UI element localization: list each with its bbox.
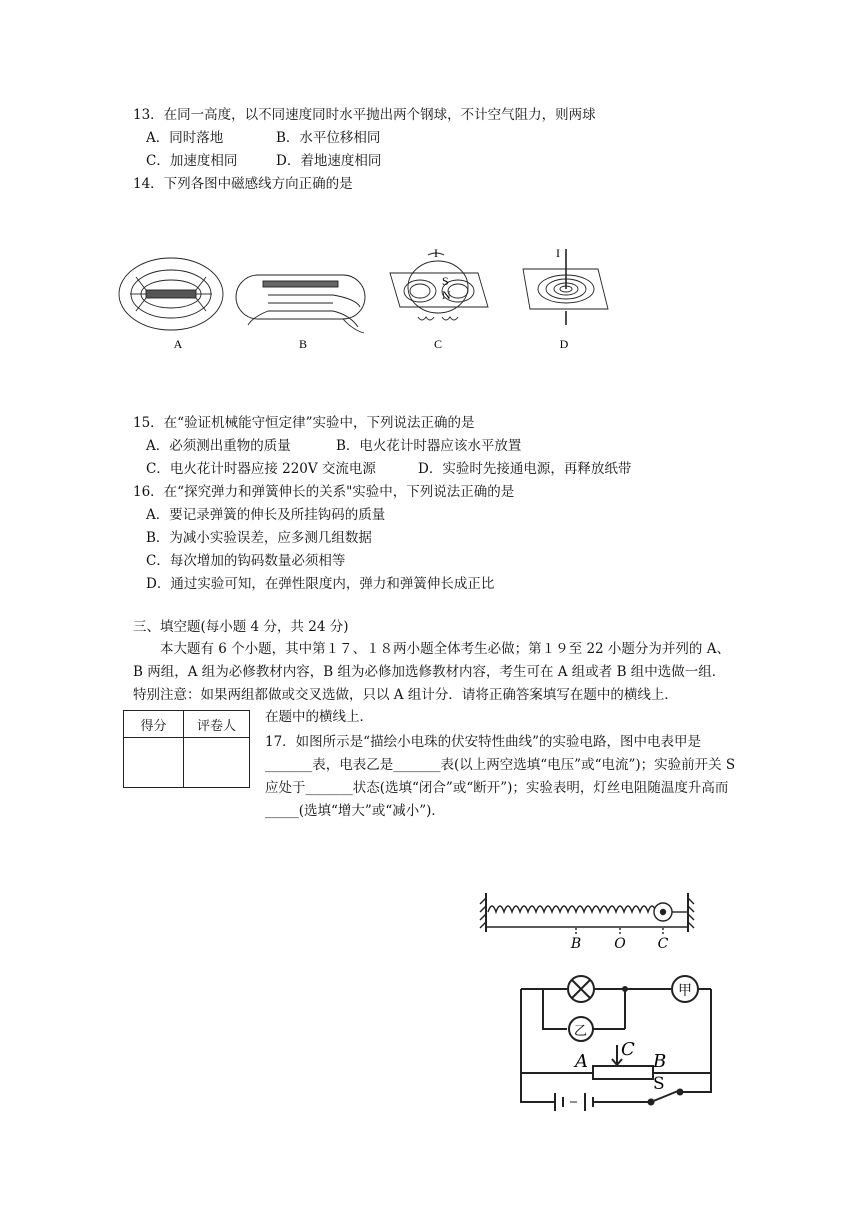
figure-d-label: D [559,337,569,351]
score-header: 得分 [124,711,184,738]
figure-b-label: B [298,337,308,351]
rheostat-b-label: B [653,1051,667,1072]
section3-title: 三、填空题(每小题 4 分，共 24 分) [133,619,349,635]
switch-s-label: S [653,1074,665,1094]
figure-c-current-loop [390,253,488,320]
q15-option-d: D．实验时先接通电源，再释放纸带 [418,461,632,477]
figure-c-n-mark: N [442,288,451,302]
q17-text: 17．如图所示是“描绘小电珠的伏安特性曲线”的实验电路，图中电表甲是_______表，电表乙是_______表(以上两空选填“电压”或“电流”)；实验前开关 S 应处于_______状态(选填“闭合”或“断开”)；实验表明，灯丝电阻随温度升高而_____(选填“增大”或“减小”)． [265,734,736,819]
q16-option-d: D．通过实验可知，在弹性限度内，弹力和弹簧伸长成正比 [146,576,495,592]
q15-stem: 15．在“验证机械能守恒定律”实验中，下列说法正确的是 [133,415,475,431]
q15-option-a: A．必须测出重物的质量 [146,438,291,454]
q13-stem: 13．在同一高度，以不同速度同时水平抛出两个钢球，不计空气阻力，则两球 [133,107,596,123]
figure-d-straight-wire [523,249,608,325]
spring-label-c: C [657,936,669,952]
magnetic-field-figures [128,245,618,355]
q13-option-b: B．水平位移相同 [276,130,381,146]
score-table [123,710,250,788]
spring-label-b: B [570,936,582,952]
spring-oscillator-figure [480,888,695,952]
figure-d-current-mark: I [556,246,560,260]
section3-intro-end: 在题中的横线上． [265,709,373,725]
figure-a-bar-magnet [119,258,223,330]
circuit-diagram [515,975,715,1110]
rheostat-a-label: A [575,1051,588,1072]
rheostat-c-label: C [621,1039,635,1060]
q13-option-d: D．着地速度相同 [276,153,382,169]
q16-option-c: C．每次增加的钩码数量必须相等 [146,553,346,569]
figure-c-s-mark: S [442,274,449,288]
q13-option-a: A．同时落地 [146,130,224,146]
figure-a-label: A [173,337,183,351]
section3-intro: 本大题有 6 个小题，其中第１７、１８两小题全体考生必做；第１９至 22 小题分为并列的 A、B 两组，A 组为必修教材内容，B 组为必修加选修教材内容，考生可在 A 组或者 B 组中选做一组．特别注意：如果两组都做或交叉选做，只以 A 组计分．请将正确答案填写在题中的横线上． [133,641,730,703]
meter-jia-label: 甲 [678,983,692,999]
grader-header: 评卷人 [184,711,250,738]
spring-label-o: O [614,936,626,952]
meter-yi-label: 乙 [574,1024,588,1039]
figure-c-current-mark: I [434,246,438,260]
q15-option-c: C．电火花计时器应接 220V 交流电源 [146,461,376,477]
grader-cell [184,738,250,788]
figure-b-solenoid [236,275,365,333]
q15-option-b: B．电火花计时器应该水平放置 [336,438,522,454]
q13-option-c: C．加速度相同 [146,153,238,169]
score-cell [124,738,184,788]
q16-option-a: A．要记录弹簧的伸长及所挂钩码的质量 [146,507,386,523]
q14-stem: 14．下列各图中磁感线方向正确的是 [133,176,353,192]
q16-stem: 16．在“探究弹力和弹簧伸长的关系"实验中，下列说法正确的是 [133,484,515,500]
q16-option-b: B．为减小实验误差，应多测几组数据 [146,530,372,546]
figure-c-label: C [433,337,443,351]
